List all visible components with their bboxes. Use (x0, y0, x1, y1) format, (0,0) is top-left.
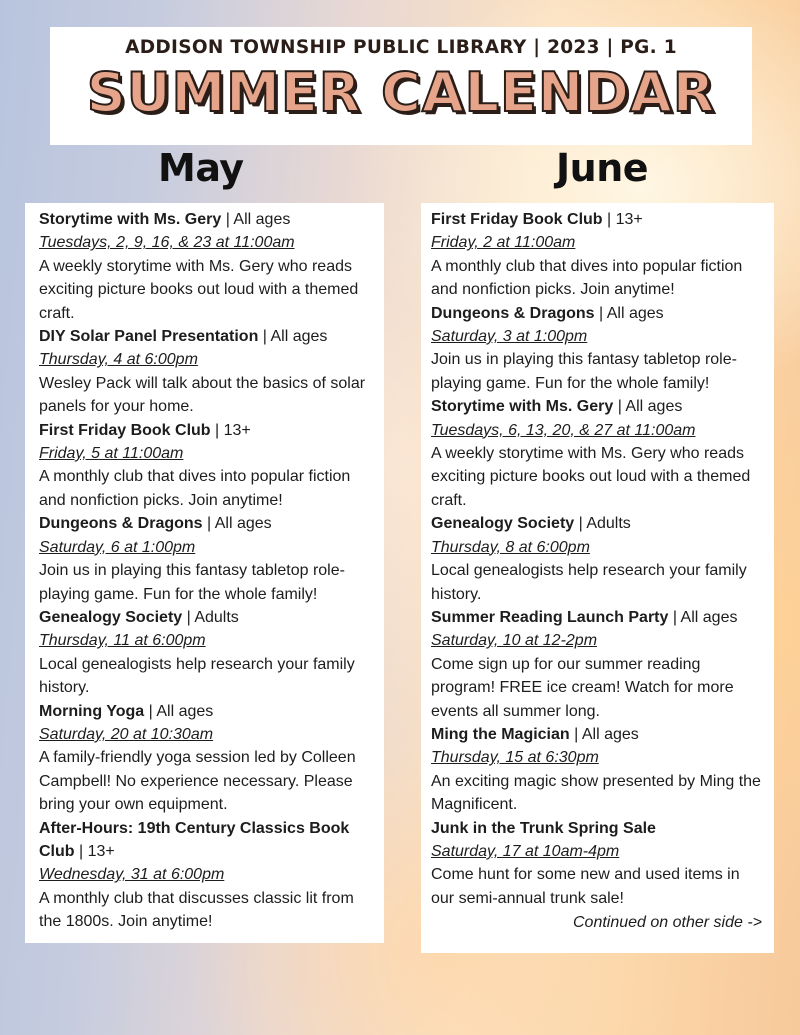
event-description: A family-friendly yoga session led by Colleen Campbell! No experience necessary. Please bring your own equipment. (39, 749, 356, 814)
event-description: A monthly club that dives into popular fiction and nonfiction picks. Join anytime! (39, 468, 351, 509)
event-description: A monthly club that dives into popular fiction and nonfiction picks. Join anytime! (431, 257, 743, 299)
event-date: Friday, 5 at 11:00am (39, 445, 184, 463)
event-item (431, 208, 766, 302)
event-description: Join us in playing this fantasy tabletop role-playing game. Fun for the whole family! (39, 562, 345, 603)
event-date: Saturday, 10 at 12-2pm (431, 632, 598, 650)
event-date: Thursday, 15 at 6:30pm (431, 749, 599, 767)
event-audience: | All ages (221, 211, 291, 228)
event-date: Thursday, 8 at 6:00pm (431, 538, 590, 556)
event-date: Wednesday, 31 at 6:00pm (39, 866, 225, 884)
event-item (431, 817, 766, 911)
event-title: Dungeons & Dragons (39, 515, 203, 533)
june-events-panel (421, 203, 774, 953)
event-description: A weekly storytime with Ms. Gery who reads exciting picture books out loud with a themed craft. (39, 257, 359, 322)
event-audience: | All ages (202, 515, 272, 533)
event-item (39, 817, 376, 934)
event-audience: | 13+ (602, 211, 643, 228)
event-title: DIY Solar Panel Presentation (39, 328, 259, 346)
continued-note: Continued on other side -> (572, 914, 762, 932)
page-title: SUMMER CALENDAR (86, 61, 716, 124)
event-title: First Friday Book Club (39, 421, 211, 439)
event-item (431, 723, 766, 817)
event-item (39, 419, 376, 513)
header-banner (50, 27, 752, 145)
event-description: Local genealogists help research your family history. (431, 562, 747, 603)
event-item (39, 208, 376, 325)
event-title: Genealogy Society (39, 608, 183, 626)
month-heading-may: May (158, 146, 244, 190)
event-audience: | All ages (613, 398, 683, 416)
event-title: Ming the Magician (431, 725, 570, 743)
event-description: An exciting magic show presented by Ming the Magnificent. (431, 772, 761, 814)
event-title: After-Hours: 19th Century Classics Book Club (39, 819, 350, 860)
event-date: Tuesdays, 6, 13, 20, & 27 at 11:00am (431, 421, 696, 439)
event-description: Come sign up for our summer reading program! FREE ice cream! Watch for more events all summer long. (431, 655, 734, 720)
event-audience: | All ages (569, 725, 639, 743)
header-subtitle: ADDISON TOWNSHIP PUBLIC LIBRARY | 2023 | PG. 1 (125, 37, 677, 58)
event-description: A weekly storytime with Ms. Gery who reads exciting picture books out loud with a themed craft. (431, 445, 751, 509)
event-title: Genealogy Society (431, 515, 575, 533)
event-description: Join us in playing this fantasy tabletop role-playing game. Fun for the whole family! (431, 351, 737, 392)
event-item (39, 325, 376, 419)
may-events-panel (25, 203, 384, 943)
event-date: Friday, 2 at 11:00am (431, 234, 576, 252)
event-audience: | 13+ (74, 842, 115, 860)
event-audience: | 13+ (210, 421, 251, 439)
event-title: Dungeons & Dragons (431, 304, 595, 322)
month-heading-june: June (556, 146, 649, 190)
event-item (431, 606, 766, 723)
event-item (431, 395, 766, 512)
event-date: Saturday, 20 at 10:30am (39, 725, 214, 743)
event-description: Local genealogists help research your family history. (39, 655, 355, 697)
event-audience: | Adults (182, 608, 239, 626)
event-date: Thursday, 11 at 6:00pm (39, 632, 206, 650)
event-item (39, 512, 376, 606)
event-audience: | All ages (668, 608, 738, 626)
event-title: Junk in the Trunk Spring Sale (431, 819, 656, 837)
event-title: Morning Yoga (39, 702, 145, 720)
event-title: Storytime with Ms. Gery (431, 398, 614, 416)
event-date: Saturday, 6 at 1:00pm (39, 538, 196, 556)
event-item (39, 606, 376, 700)
event-date: Tuesdays, 2, 9, 16, & 23 at 11:00am (39, 234, 295, 252)
event-audience: | All ages (594, 304, 664, 322)
event-item (431, 302, 766, 396)
event-description: A monthly club that discusses classic lit from the 1800s. Join anytime! (39, 889, 354, 931)
event-item (431, 512, 766, 606)
event-description: Wesley Pack will talk about the basics of solar panels for your home. (39, 374, 366, 416)
event-title: Summer Reading Launch Party (431, 608, 669, 626)
event-title: Storytime with Ms. Gery (39, 211, 222, 228)
event-date: Thursday, 4 at 6:00pm (39, 351, 198, 369)
event-audience: | Adults (574, 515, 631, 533)
event-date: Saturday, 17 at 10am-4pm (431, 842, 620, 860)
event-audience: | All ages (144, 702, 214, 720)
event-title: First Friday Book Club (431, 211, 603, 228)
event-audience: | All ages (258, 328, 328, 346)
event-date: Saturday, 3 at 1:00pm (431, 328, 588, 346)
event-description: Come hunt for some new and used items in our semi-annual trunk sale! (431, 866, 740, 907)
event-item (39, 700, 376, 817)
